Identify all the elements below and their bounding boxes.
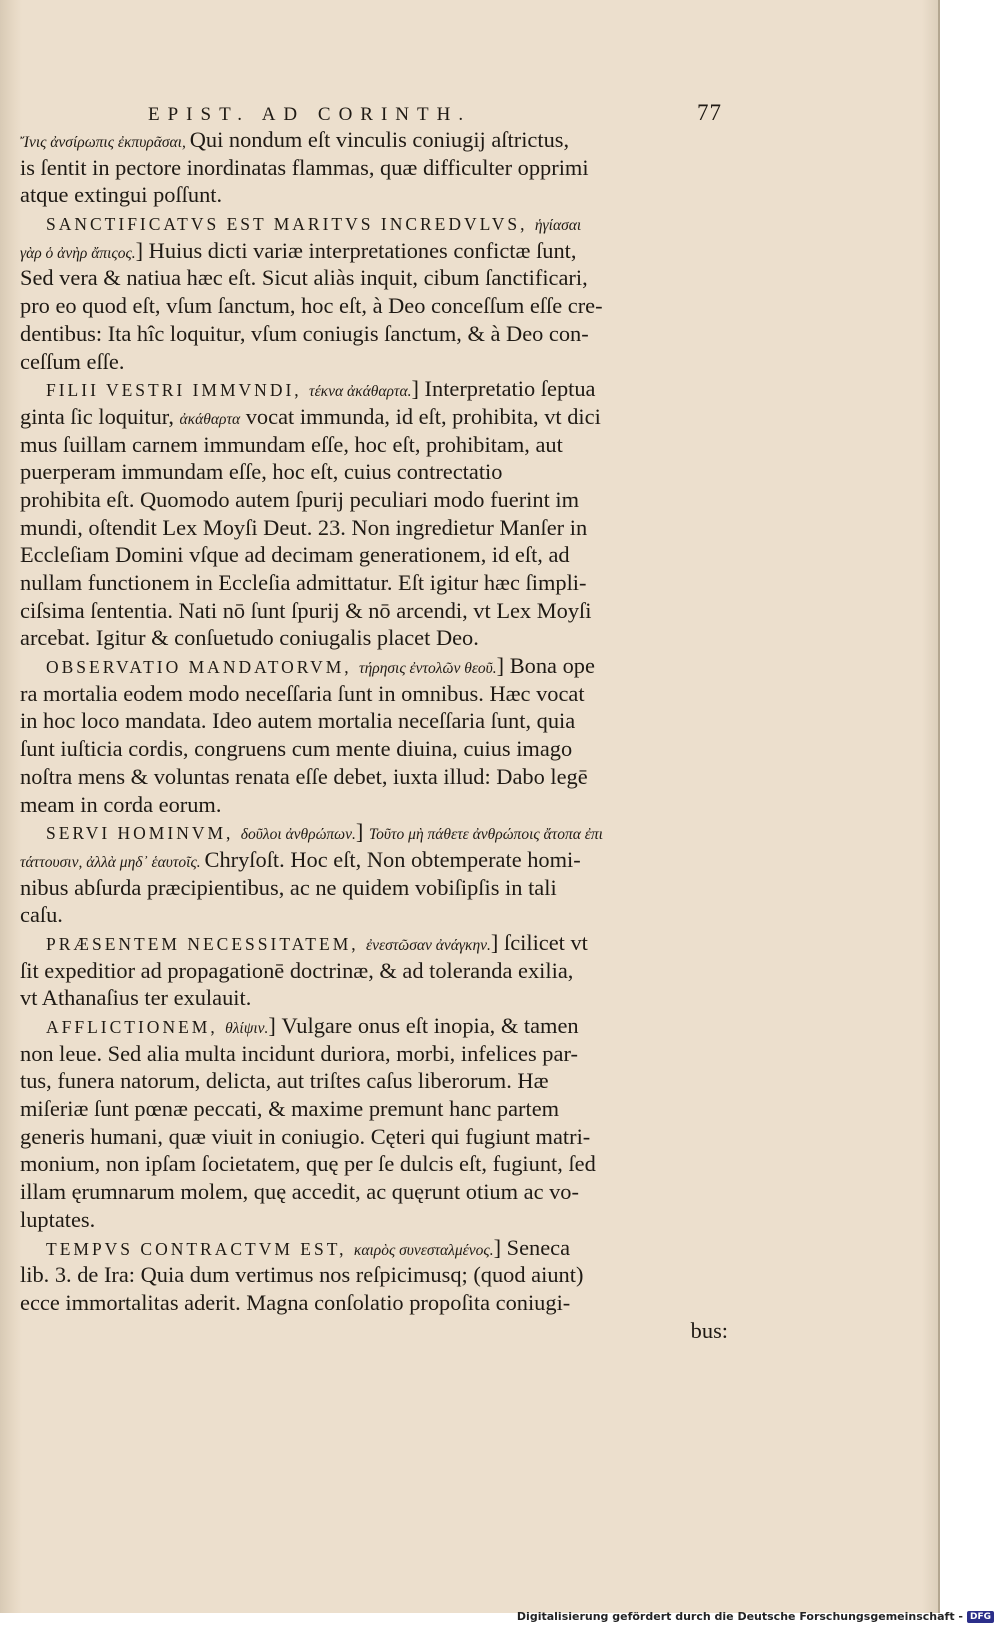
latin-text: caſu.: [20, 902, 63, 928]
text-line: [16, 486, 728, 514]
lemma-caps: FILII VESTRI IMMVNDI,: [46, 380, 310, 401]
text-line: [16, 320, 728, 348]
text-line: [16, 431, 728, 459]
text-line: [16, 1178, 728, 1206]
text-line: [16, 292, 728, 320]
text-lines: [16, 126, 728, 1344]
latin-text: generis humani, quæ viuit in coniugio. Cęteri qui fugiunt matri-: [20, 1123, 591, 1149]
text-line: [16, 680, 728, 708]
text-line: [16, 1261, 728, 1289]
latin-text: non leue. Sed alia multa incidunt duriora, morbi, infelices par-: [20, 1040, 578, 1066]
latin-text: miſeriæ ſunt pœnæ peccati, & maxime premunt hanc partem: [20, 1096, 560, 1122]
dfg-logo: DFG: [967, 1611, 994, 1623]
text-line: [16, 874, 728, 902]
text-block: [16, 100, 728, 1344]
latin-text: mundi, oſtendit Lex Moyſi Deut. 23. Non ingredietur Manſer in: [20, 514, 588, 540]
running-title: EPIST. AD CORINTH.: [148, 104, 472, 125]
greek-text: ἡγίασαι: [534, 217, 582, 235]
latin-text: tus, funera natorum, delicta, aut triſtes caſus liberorum. Hæ: [20, 1068, 549, 1094]
latin-text: bus:: [690, 1317, 728, 1343]
latin-text: ] ſcilicet vt: [490, 929, 588, 955]
text-line: [16, 1150, 728, 1178]
latin-text: ] Seneca: [493, 1234, 571, 1260]
text-line: [16, 1317, 728, 1345]
greek-text: Τοῦτο μὴ πάθετε ἀνθρώποις ἄτοπα ἐπι: [368, 826, 603, 844]
footer-credit: [517, 1610, 994, 1623]
latin-text: ] Vulgare onus eſt inopia, & tamen: [268, 1013, 579, 1038]
latin-text: atque extingui poſſunt.: [20, 182, 223, 208]
lemma-caps: PRÆSENTEM NECESSITATEM,: [46, 933, 366, 954]
latin-text: arcebat. Igitur & conſuetudo coniugalis placet Deo.: [20, 625, 479, 651]
text-line: [16, 569, 728, 597]
text-line: [16, 209, 728, 237]
text-line: [16, 126, 728, 154]
text-line: [16, 1095, 728, 1123]
greek-text: ἀκάθαρτα: [179, 410, 241, 428]
greek-text: τέκνα ἀκάθαρτα.: [309, 383, 412, 401]
greek-text: θλίψιν.: [225, 1020, 269, 1037]
text-line: [16, 458, 728, 486]
text-line: [16, 707, 728, 735]
text-line: [16, 1012, 728, 1040]
latin-text: ciſsima ſententia. Nati nō ſunt ſpurij & nō arcendi, vt Lex Moyſi: [20, 597, 592, 623]
latin-text: ] Interpretatio ſeptua: [411, 376, 596, 402]
latin-text: noſtra mens & voluntas renata eſſe debet, iuxta illud: Dabo legē: [20, 763, 588, 789]
text-line: [16, 984, 728, 1012]
latin-text: monium, non ipſam ſocietatem, quę per ſe dulcis eſt, fugiunt, ſed: [20, 1151, 596, 1177]
text-line: [16, 403, 728, 431]
running-header: [148, 100, 722, 126]
greek-text: Ἴνις ἀνσίρωπις ἐκπυρᾶσαι,: [20, 134, 190, 151]
text-line: [16, 514, 728, 542]
latin-text: dentibus: Ita hîc loquitur, vſum coniugis ſanctum, & à Deo con-: [20, 320, 589, 346]
latin-text: ſit expeditior ad propagationē doctrinæ, & ad toleranda exilia,: [20, 957, 574, 983]
latin-text: ] Huius dicti variæ interpretationes confictæ ſunt,: [135, 237, 577, 263]
text-line: [16, 818, 728, 846]
lemma-caps: AFFLICTIONEM,: [46, 1017, 226, 1037]
text-line: [16, 1206, 728, 1234]
page-edge: [922, 0, 938, 1613]
text-line: [16, 541, 728, 569]
latin-text: lib. 3. de Ira: Quia dum vertimus nos reſpicimusq; (quod aiunt): [20, 1262, 584, 1288]
greek-text: γὰρ ὁ ἀνὴρ ἄπιςος.: [20, 244, 136, 262]
latin-text: luptates.: [20, 1206, 96, 1232]
latin-text: Eccleſiam Domini vſque ad decimam generationem, id eſt, ad: [20, 542, 570, 568]
latin-text: ] Bona ope: [496, 653, 595, 679]
latin-text: mus ſuillam carnem immundam eſſe, hoc eſt, prohibitam, aut: [20, 431, 563, 457]
latin-text: in hoc loco mandata. Ideo autem mortalia neceſſaria ſunt, quia: [20, 708, 576, 734]
latin-text: Chryſoſt. Hoc eſt, Non obtemperate homi-: [204, 846, 581, 872]
latin-text: vt Athanaſius ter exulauit.: [20, 985, 252, 1011]
latin-text: pro eo quod eſt, vſum ſanctum, hoc eſt, à Deo conceſſum eſſe cre-: [20, 293, 603, 319]
latin-text: puerperam immundam eſſe, hoc eſt, cuius contrectatio: [20, 459, 503, 485]
text-line: [16, 763, 728, 791]
text-line: [16, 154, 728, 182]
text-line: [16, 181, 728, 209]
folio-number: 77: [697, 100, 722, 125]
greek-text: τήρησις ἐντολῶν θεοῦ.: [359, 660, 497, 678]
latin-text: is ſentit in pectore inordinatas flammas, quæ difficulter opprimi: [20, 154, 589, 180]
text-line: [16, 1234, 728, 1262]
text-line: [16, 791, 728, 819]
latin-text: prohibita eſt. Quomodo autem ſpurij peculiari modo fuerint im: [20, 486, 580, 512]
latin-text: illam ęrumnarum molem, quę accedit, ac quęrunt otium ac vo-: [20, 1179, 579, 1205]
greek-text: ἐνεστῶσαν ἀνάγκην.: [366, 936, 491, 954]
footer-text: Digitalisierung gefördert durch die Deutsche Forschungsgemeinschaft -: [516, 1610, 963, 1623]
latin-text: nibus abſurda præcipientibus, ac ne quidem vobiſipſis in tali: [20, 874, 557, 900]
text-line: [16, 1123, 728, 1151]
text-line: [16, 901, 728, 929]
text-line: [16, 929, 728, 957]
latin-text: ceſſum eſſe.: [20, 348, 125, 374]
lemma-caps: TEMPVS CONTRACTVM EST,: [46, 1238, 354, 1259]
latin-text: ra mortalia eodem modo neceſſaria ſunt in omnibus. Hæc vocat: [20, 680, 585, 706]
latin-text: ſunt iuſticia cordis, congruens cum mente diuina, cuius imago: [20, 736, 573, 762]
text-line: [16, 1040, 728, 1068]
lemma-caps: OBSERVATIO MANDATORVM,: [46, 657, 360, 678]
text-line: [16, 624, 728, 652]
text-line: [16, 1067, 728, 1095]
text-line: [16, 846, 728, 874]
text-line: [16, 264, 728, 292]
text-line: [16, 375, 728, 403]
text-line: [16, 237, 728, 265]
latin-text: Sed vera & natiua hæc eſt. Sicut aliàs inquit, cibum ſanctificari,: [20, 265, 588, 291]
greek-text: δοῦλοι ἀνθρώπων.: [240, 826, 356, 844]
text-line: [16, 652, 728, 680]
latin-text: meam in corda eorum.: [20, 791, 222, 817]
text-line: [16, 957, 728, 985]
latin-text: ginta ſic loquitur,: [20, 403, 180, 429]
text-line: [16, 1289, 728, 1317]
latin-text: ]: [355, 819, 369, 845]
text-line: [16, 348, 728, 376]
text-line: [16, 597, 728, 625]
latin-text: vocat immunda, id eſt, prohibita, vt dici: [240, 403, 601, 429]
latin-text: ecce immortalitas aderit. Magna conſolatio propoſita coniugi-: [20, 1289, 571, 1315]
greek-text: τάττουσιν, ἀλλὰ μηδ᾽ ἑαυτοῖς.: [20, 853, 205, 871]
latin-text: Qui nondum eſt vinculis coniugij aſtrictus,: [189, 127, 570, 152]
greek-text: καιρὸς συνεσταλμένος.: [353, 1241, 494, 1259]
text-line: [16, 735, 728, 763]
latin-text: nullam functionem in Eccleſia admittatur. Eſt igitur hæc ſimpli-: [20, 570, 587, 595]
lemma-caps: SERVI HOMINVM,: [46, 823, 241, 844]
lemma-caps: SANCTIFICATVS EST MARITVS INCREDVLVS,: [46, 214, 535, 235]
